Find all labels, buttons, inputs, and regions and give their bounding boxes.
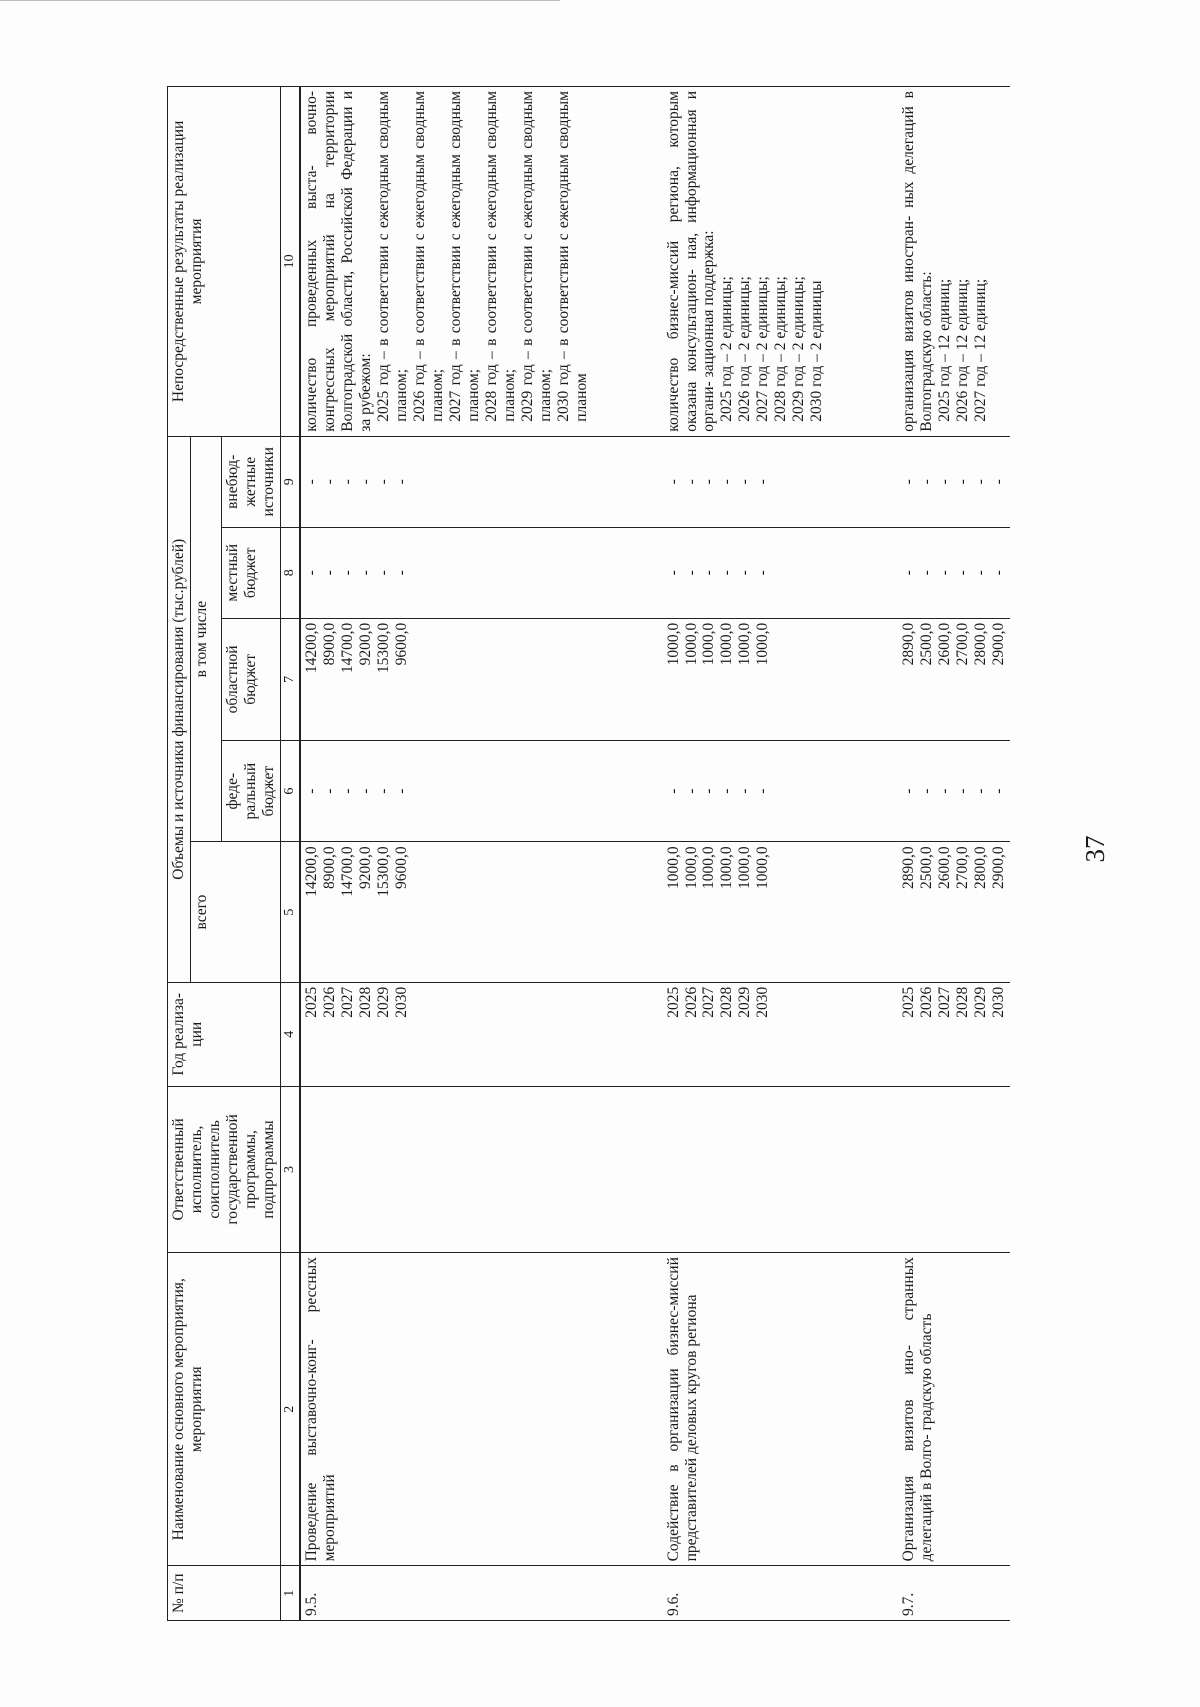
column-number: 9 bbox=[280, 436, 300, 527]
regional-amount-value: 2700,0 bbox=[954, 622, 972, 666]
table-header bbox=[168, 87, 301, 1621]
spacer-cell bbox=[593, 527, 663, 618]
total-amount-value: 2900,0 bbox=[990, 846, 1008, 889]
activity-name: Проведение выставочно-конг- рессных мероприятий bbox=[300, 1253, 593, 1566]
offbudget-amount-value: - bbox=[682, 479, 700, 485]
total-amount-value: 1000,0 bbox=[736, 846, 754, 889]
spacer-cell bbox=[593, 1253, 663, 1566]
regional-amount-value: 8900,0 bbox=[321, 622, 339, 666]
header-including: в том числе bbox=[190, 436, 221, 842]
regional-amount-value: 1000,0 bbox=[700, 622, 718, 666]
activity-results bbox=[898, 87, 1010, 437]
total-amount-value: 9200,0 bbox=[356, 846, 374, 889]
local-amount-value: - bbox=[700, 570, 718, 576]
result-intro: количество бизнес-миссий региона, которым оказана консультацион- ная, информационная и органи- зационная поддержка: bbox=[664, 91, 718, 432]
regional-amount bbox=[300, 618, 593, 740]
spacer-cell bbox=[593, 1566, 663, 1621]
offbudget-amount-value: - bbox=[356, 479, 374, 485]
local-amount-value: - bbox=[900, 570, 918, 576]
local-amount-value: - bbox=[303, 570, 321, 576]
local-amount-value: - bbox=[936, 570, 954, 576]
local-amount-value: - bbox=[682, 570, 700, 576]
total-amount-value: 14700,0 bbox=[338, 846, 356, 897]
header-financing: Объемы и источники финансирования (тыс.рублей) bbox=[168, 436, 191, 982]
federal-amount bbox=[898, 740, 1010, 841]
spacer-cell bbox=[828, 1566, 898, 1621]
result-item: 2027 год – 2 единицы; bbox=[754, 276, 772, 422]
offbudget-amount-value: - bbox=[303, 479, 321, 485]
federal-amount-value: - bbox=[338, 788, 356, 794]
offbudget-amount-value: - bbox=[900, 479, 918, 485]
year-list-value: 2025 bbox=[900, 986, 918, 1018]
total-amount-value: 15300,0 bbox=[374, 846, 392, 897]
offbudget-amount-value: - bbox=[736, 479, 754, 485]
column-numbers-row bbox=[280, 87, 300, 1621]
local-amount bbox=[300, 527, 593, 618]
year-list-value: 2027 bbox=[338, 986, 356, 1018]
regional-amount bbox=[663, 618, 829, 740]
regional-amount bbox=[898, 618, 1010, 740]
header-federal: феде- ральный бюджет bbox=[221, 740, 280, 841]
year-list-value: 2029 bbox=[736, 986, 754, 1018]
result-intro: организация визитов иностран- ных делегаций в Волгоградскую область: bbox=[900, 91, 936, 432]
offbudget-amount-value: - bbox=[754, 479, 772, 485]
year-list bbox=[300, 982, 593, 1086]
table-body bbox=[300, 87, 1010, 1621]
spacer-cell bbox=[593, 87, 663, 437]
local-amount-value: - bbox=[338, 570, 356, 576]
row-spacer bbox=[593, 87, 663, 1621]
regional-amount-value: 2500,0 bbox=[918, 622, 936, 666]
local-amount-value: - bbox=[990, 570, 1008, 576]
total-amount-value: 2500,0 bbox=[918, 846, 936, 889]
local-amount-value: - bbox=[972, 570, 990, 576]
federal-amount-value: - bbox=[736, 788, 754, 794]
column-number: 1 bbox=[280, 1566, 300, 1621]
offbudget-amount-value: - bbox=[972, 479, 990, 485]
regional-amount-value: 1000,0 bbox=[718, 622, 736, 666]
federal-amount-value: - bbox=[900, 788, 918, 794]
financing-table bbox=[167, 86, 1010, 1621]
year-list-value: 2027 bbox=[700, 986, 718, 1018]
total-amount-value: 9600,0 bbox=[392, 846, 410, 889]
federal-amount-value: - bbox=[303, 788, 321, 794]
result-item: 2026 год – в соответствии с ежегодным сводным планом; bbox=[410, 91, 446, 422]
year-list-value: 2030 bbox=[392, 986, 410, 1018]
federal-amount-value: - bbox=[392, 788, 410, 794]
total-amount-value: 1000,0 bbox=[682, 846, 700, 889]
federal-amount-value: - bbox=[356, 788, 374, 794]
row-number: 9.5. bbox=[300, 1566, 593, 1621]
spacer-cell bbox=[828, 87, 898, 437]
result-item: 2027 год – 12 единиц; bbox=[972, 278, 990, 422]
offbudget-amount-value: - bbox=[936, 479, 954, 485]
total-amount-value: 1000,0 bbox=[664, 846, 682, 889]
year-list-value: 2025 bbox=[664, 986, 682, 1018]
federal-amount bbox=[663, 740, 829, 841]
page-number: 37 bbox=[1080, 835, 1110, 863]
offbudget-amount-value: - bbox=[392, 479, 410, 485]
local-amount bbox=[898, 527, 1010, 618]
year-list bbox=[898, 982, 1010, 1086]
offbudget-amount-value: - bbox=[338, 479, 356, 485]
result-item: 2027 год – в соответствии с ежегодным сводным планом; bbox=[446, 91, 482, 422]
local-amount-value: - bbox=[664, 570, 682, 576]
result-item: 2026 год – 12 единиц; bbox=[954, 278, 972, 422]
spacer-cell bbox=[828, 618, 898, 740]
offbudget-amount-value: - bbox=[718, 479, 736, 485]
regional-amount-value: 2800,0 bbox=[972, 622, 990, 666]
offbudget-amount bbox=[300, 436, 593, 527]
activity-results bbox=[663, 87, 829, 437]
offbudget-amount-value: - bbox=[990, 479, 1008, 485]
regional-amount-value: 1000,0 bbox=[664, 622, 682, 666]
total-amount-value: 1000,0 bbox=[754, 846, 772, 889]
federal-amount-value: - bbox=[321, 788, 339, 794]
column-number: 4 bbox=[280, 982, 300, 1086]
year-list-value: 2027 bbox=[936, 986, 954, 1018]
table-row bbox=[898, 87, 1010, 1621]
federal-amount-value: - bbox=[972, 788, 990, 794]
result-item: 2025 год – 12 единиц; bbox=[936, 278, 954, 422]
spacer-cell bbox=[828, 982, 898, 1086]
responsible-executor bbox=[300, 1086, 593, 1252]
header-local: местный бюджет bbox=[221, 527, 280, 618]
total-amount-value: 2800,0 bbox=[972, 846, 990, 889]
regional-amount-value: 1000,0 bbox=[754, 622, 772, 666]
year-list-value: 2026 bbox=[918, 986, 936, 1018]
year-list-value: 2030 bbox=[754, 986, 772, 1018]
federal-amount bbox=[300, 740, 593, 841]
result-item: 2028 год – 2 единицы; bbox=[772, 276, 790, 422]
local-amount-value: - bbox=[954, 570, 972, 576]
federal-amount-value: - bbox=[936, 788, 954, 794]
local-amount-value: - bbox=[736, 570, 754, 576]
spacer-cell bbox=[593, 740, 663, 841]
spacer-cell bbox=[828, 740, 898, 841]
regional-amount-value: 1000,0 bbox=[682, 622, 700, 666]
regional-amount-value: 2900,0 bbox=[990, 622, 1008, 666]
column-number: 5 bbox=[280, 842, 300, 982]
local-amount-value: - bbox=[356, 570, 374, 576]
result-item: 2030 год – 2 единицы bbox=[808, 280, 826, 422]
year-list-value: 2029 bbox=[972, 986, 990, 1018]
year-list-value: 2028 bbox=[954, 986, 972, 1018]
table-row bbox=[300, 87, 593, 1621]
year-list-value: 2025 bbox=[303, 986, 321, 1018]
header-year: Год реализа- ции bbox=[168, 982, 281, 1086]
spacer-cell bbox=[828, 1086, 898, 1252]
total-amount-value: 1000,0 bbox=[718, 846, 736, 889]
regional-amount-value: 14700,0 bbox=[338, 622, 356, 674]
total-amount-value: 2700,0 bbox=[954, 846, 972, 889]
result-intro: количество проведенных выста- вочно-конгрессных мероприятий на территории Волгоградской области, Российской Федерации и за рубежом: bbox=[303, 91, 374, 432]
federal-amount-value: - bbox=[718, 788, 736, 794]
year-list-value: 2028 bbox=[718, 986, 736, 1018]
offbudget-amount-value: - bbox=[700, 479, 718, 485]
federal-amount-value: - bbox=[754, 788, 772, 794]
row-number: 9.6. bbox=[663, 1566, 829, 1621]
spacer-cell bbox=[593, 982, 663, 1086]
year-list-value: 2030 bbox=[990, 986, 1008, 1018]
activity-name: Организация визитов ино- странных делегаций в Волго- градскую область bbox=[898, 1253, 1010, 1566]
local-amount-value: - bbox=[754, 570, 772, 576]
responsible-executor bbox=[663, 1086, 829, 1252]
spacer-cell bbox=[593, 1086, 663, 1252]
total-amount bbox=[898, 842, 1010, 982]
federal-amount-value: - bbox=[700, 788, 718, 794]
total-amount-value: 2600,0 bbox=[936, 846, 954, 889]
offbudget-amount-value: - bbox=[918, 479, 936, 485]
local-amount-value: - bbox=[918, 570, 936, 576]
total-amount-value: 14200,0 bbox=[303, 846, 321, 897]
spacer-cell bbox=[828, 436, 898, 527]
result-item: 2030 год – в соответствии с ежегодным сводным планом bbox=[554, 91, 590, 422]
local-amount-value: - bbox=[718, 570, 736, 576]
column-number: 6 bbox=[280, 740, 300, 841]
local-amount bbox=[663, 527, 829, 618]
spacer-cell bbox=[828, 527, 898, 618]
regional-amount-value: 2600,0 bbox=[936, 622, 954, 666]
spacer-cell bbox=[828, 1253, 898, 1566]
regional-amount-value: 9200,0 bbox=[356, 622, 374, 666]
result-item: 2028 год – в соответствии с ежегодным сводным планом; bbox=[482, 91, 518, 422]
column-number: 3 bbox=[280, 1086, 300, 1252]
total-amount-value: 8900,0 bbox=[321, 846, 339, 889]
column-number: 7 bbox=[280, 618, 300, 740]
result-item: 2029 год – 2 единицы; bbox=[790, 276, 808, 422]
table-row bbox=[663, 87, 829, 1621]
local-amount-value: - bbox=[392, 570, 410, 576]
federal-amount-value: - bbox=[374, 788, 392, 794]
federal-amount-value: - bbox=[682, 788, 700, 794]
offbudget-amount-value: - bbox=[954, 479, 972, 485]
year-list bbox=[663, 982, 829, 1086]
column-number: 2 bbox=[280, 1253, 300, 1566]
spacer-cell bbox=[593, 618, 663, 740]
federal-amount-value: - bbox=[990, 788, 1008, 794]
spacer-cell bbox=[828, 842, 898, 982]
column-number: 10 bbox=[280, 87, 300, 437]
header-offbudget: внебюд- жетные источники bbox=[221, 436, 280, 527]
regional-amount-value: 9600,0 bbox=[392, 622, 410, 666]
header-executor: Ответственный исполнитель, соисполнитель государственной программы, подпрограммы bbox=[168, 1086, 281, 1252]
year-list-value: 2026 bbox=[682, 986, 700, 1018]
federal-amount-value: - bbox=[954, 788, 972, 794]
offbudget-amount-value: - bbox=[664, 479, 682, 485]
spacer-cell bbox=[593, 436, 663, 527]
header-num: № п/п bbox=[168, 1566, 281, 1621]
spacer-cell bbox=[593, 842, 663, 982]
year-list-value: 2029 bbox=[374, 986, 392, 1018]
total-amount bbox=[300, 842, 593, 982]
regional-amount-value: 15300,0 bbox=[374, 622, 392, 674]
regional-amount-value: 14200,0 bbox=[303, 622, 321, 674]
header-results: Непосредственные результаты реализации мероприятия bbox=[168, 87, 281, 437]
local-amount-value: - bbox=[321, 570, 339, 576]
row-spacer bbox=[828, 87, 898, 1621]
result-item: 2029 год – в соответствии с ежегодным сводным планом; bbox=[518, 91, 554, 422]
offbudget-amount-value: - bbox=[374, 479, 392, 485]
activity-name: Содействие в организации бизнес-миссий представителей деловых кругов региона bbox=[663, 1253, 829, 1566]
regional-amount-value: 1000,0 bbox=[736, 622, 754, 666]
column-number: 8 bbox=[280, 527, 300, 618]
header-regional: областной бюджет bbox=[221, 618, 280, 740]
offbudget-amount bbox=[898, 436, 1010, 527]
federal-amount-value: - bbox=[918, 788, 936, 794]
year-list-value: 2028 bbox=[356, 986, 374, 1018]
offbudget-amount-value: - bbox=[321, 479, 339, 485]
local-amount-value: - bbox=[374, 570, 392, 576]
federal-amount-value: - bbox=[664, 788, 682, 794]
header-total: всего bbox=[190, 842, 280, 982]
total-amount-value: 2890,0 bbox=[900, 846, 918, 889]
header-name: Наименование основного мероприятия, мероприятия bbox=[168, 1253, 281, 1566]
offbudget-amount bbox=[663, 436, 829, 527]
total-amount bbox=[663, 842, 829, 982]
activity-results bbox=[300, 87, 593, 437]
row-number: 9.7. bbox=[898, 1566, 1010, 1621]
year-list-value: 2026 bbox=[321, 986, 339, 1018]
regional-amount-value: 2890,0 bbox=[900, 622, 918, 666]
result-item: 2026 год – 2 единицы; bbox=[736, 276, 754, 422]
responsible-executor bbox=[898, 1086, 1010, 1252]
total-amount-value: 1000,0 bbox=[700, 846, 718, 889]
result-item: 2025 год – в соответствии с ежегодным сводным планом; bbox=[374, 91, 410, 422]
result-item: 2025 год – 2 единицы; bbox=[718, 276, 736, 422]
